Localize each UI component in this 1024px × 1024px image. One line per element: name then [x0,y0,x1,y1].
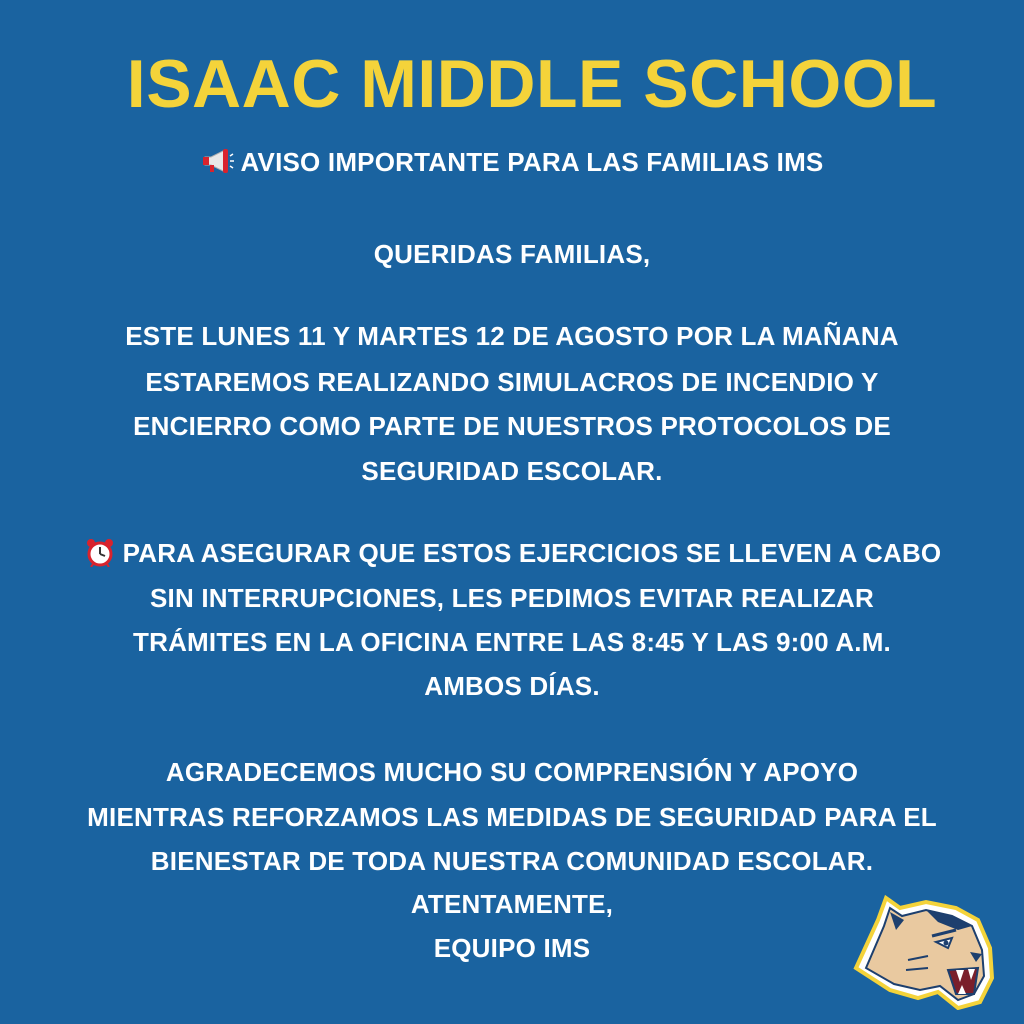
cougar-mascot-icon [848,890,998,1010]
alarm-clock-icon [83,537,117,567]
paragraph2-line: AMBOS DÍAS. [424,671,600,701]
paragraph1-line: ENCIERRO COMO PARTE DE NUESTROS PROTOCOLOS DE [133,411,891,441]
paragraph3-line: AGRADECEMOS MUCHO SU COMPRENSIÓN Y APOYO [165,757,859,787]
paragraph3-line: BIENESTAR DE TODA NUESTRA COMUNIDAD ESCOLAR. [150,846,874,876]
paragraph2-line: TRÁMITES EN LA OFICINA ENTRE LAS 8:45 Y LAS 9:00 A.M. [133,627,891,657]
signature: EQUIPO IMS [433,933,591,963]
paragraph3-line: MIENTRAS REFORZAMOS LAS MEDIDAS DE SEGURIDAD PARA EL [87,802,937,832]
paragraph2-line [0,533,1024,573]
paragraph2-line-text: PARA ASEGURAR QUE ESTOS EJERCICIOS SE LLEVEN A CABO [122,538,942,568]
paragraph1-line: ESTE LUNES 11 Y MARTES 12 DE AGOSTO POR LA MAÑANA [125,321,899,351]
closing: ATENTAMENTE, [410,889,614,919]
megaphone-icon [201,146,235,176]
notice-heading-text: AVISO IMPORTANTE PARA LAS FAMILIAS IMS [240,147,824,177]
paragraph2-line: SIN INTERRUPCIONES, LES PEDIMOS EVITAR REALIZAR [150,583,874,613]
greeting: QUERIDAS FAMILIAS, [373,239,651,269]
paragraph1-line: ESTAREMOS REALIZANDO SIMULACROS DE INCENDIO Y [145,367,879,397]
notice-heading [0,142,1024,182]
paragraph1-line: SEGURIDAD ESCOLAR. [361,456,663,486]
school-title: ISAAC MIDDLE SCHOOL [126,46,938,122]
